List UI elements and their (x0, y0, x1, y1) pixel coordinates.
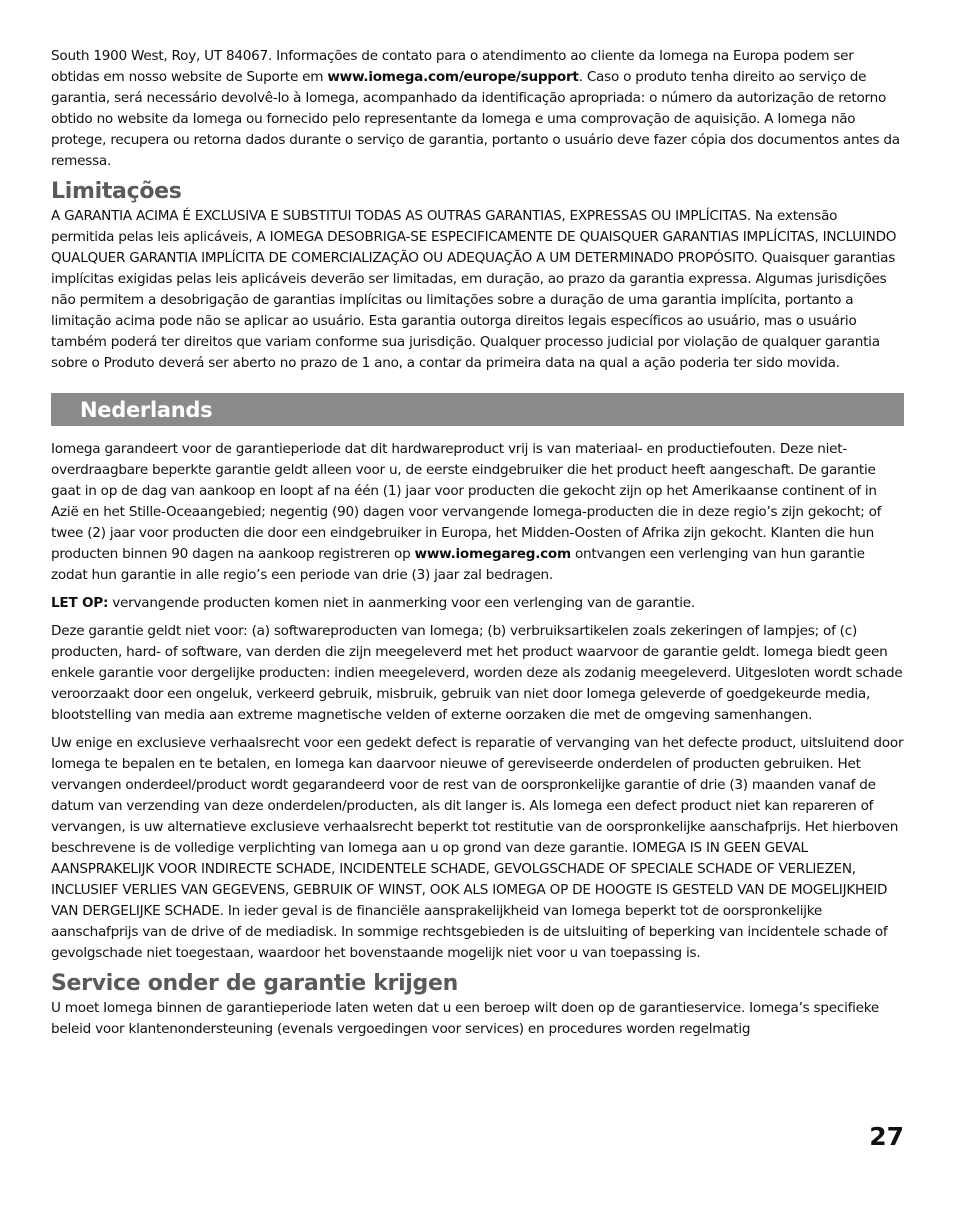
limitacoes-paragraph: A GARANTIA ACIMA É EXCLUSIVA E SUBSTITUI TODAS AS OUTRAS GARANTIAS, EXPRESSAS OU IMPLÍCITAS. Na extensão permitida pelas leis aplicáveis, A IOMEGA DESOBRIGA-SE ESPECIFICAMENTE DE QUAISQUER GARANTIAS IMPLÍCITAS, INCLUINDO QUALQUER GARANTIA IMPLÍCITA DE COMERCIALIZAÇÃO OU ADEQUAÇÃO A UM DETERMINADO PROPÓSITO. Quaisquer garantias implícitas exigidas pelas leis aplicáveis deverão ser limitadas, em duração, ao prazo da garantia expressa. Algumas jurisdições não permitem a desobrigação de garantias implícitas ou limitações sobre a duração de uma garantia implícita, portanto a limitação acima pode não se aplicar ao usuário. Esta garantia outorga direitos legais específicos ao usuário, mas o usuário também poderá ter direitos que variam conforme sua jurisdição. Qualquer processo judicial por violação de qualquer garantia sobre o Produto deverá ser aberto no prazo de 1 ano, a contar da primeira data na qual a ação poderia ter sido movida. (51, 208, 897, 371)
pt-intro-paragraph (51, 46, 904, 172)
service-paragraph: U moet Iomega binnen de garantieperiode laten weten dat u een beroep wilt doen op de garantieservice. Iomega’s specifieke beleid voor klantenondersteuning (evenals vergoedingen voor services) en procedures worden regelmatig (51, 1000, 880, 1037)
note-label: LET OP: (51, 595, 109, 611)
service-heading: Service onder de garantie krijgen (51, 971, 458, 996)
europe-support-link[interactable]: www.iomega.com/europe/support (327, 69, 579, 85)
note-text: vervangende producten komen niet in aanmerking voor een verlenging van de garantie. (108, 595, 695, 611)
nl-warranty-text-cont: ontvangen een verlenging van hun garantie zodat hun garantie in alle regio’s een periode van drie (3) jaar zal bedragen. (51, 546, 865, 583)
document-page (51, 46, 904, 1040)
nederlands-section-title: Nederlands (80, 397, 213, 422)
nederlands-section-bar (51, 393, 904, 426)
nl-warranty-paragraph (51, 439, 904, 586)
nl-exclusions-paragraph: Deze garantie geldt niet voor: (a) softwareproducten van Iomega; (b) verbruiksartikelen zoals zekeringen of lampjes; of (c) producten, hard- of software, van derden die zijn meegeleverd met het product waarvoor de garantie geldt. Iomega biedt geen enkele garantie voor dergelijke producten: indien meegeleverd, worden deze als zodanig meegeleverd. Uitgesloten wordt schade veroorzaakt door een ongeluk, verkeerd gebruik, misbruik, gebruik van niet door Iomega geleverde of goedgekeurde media, blootstelling van media aan extreme magnetische velden of externe oorzaken die met de omgeving samenhangen. (51, 623, 903, 723)
nl-remedy-paragraph: Uw enige en exclusieve verhaalsrecht voor een gedekt defect is reparatie of vervanging van het defecte product, uitsluitend door Iomega te bepalen en te betalen, en Iomega kan daarvoor nieuwe of gereviseerde onderdelen of producten gebruiken. Het vervangen onderdeel/product wordt gegarandeerd voor de rest van de oorspronkelijke garantie of drie (3) maanden vanaf de datum van verzending van deze onderdelen/producten, als dit langer is. Als Iomega een defect product niet kan repareren of vervangen, is uw alternatieve exclusieve verhaalsrecht beperkt tot restitutie van de oorspronkelijke aanschafprijs. Het hierboven beschrevene is de volledige verplichting van Iomega aan u op grond van deze garantie. IOMEGA IS IN GEEN GEVAL AANSPRAKELIJK VOOR INDIRECTE SCHADE, INCIDENTELE SCHADE, GEVOLGSCHADE OF SPECIALE SCHADE OF VERLIEZEN, INCLUSIEF VERLIES VAN GEGEVENS, GEBRUIK OF WINST, OOK ALS IOMEGA OP DE HOOGTE IS GESTELD VAN DE MOGELIJKHEID VAN DERGELIJKE SCHADE. In ieder geval is de financiële aansprakelijkheid van Iomega beperkt tot de oorspronkelijke aanschafprijs van de drive of de mediadisk. In sommige rechtsgebieden is de uitsluiting of beperking van incidentele schade of gevolgschade niet toegestaan, waardoor het bovenstaande mogelijk niet voor u van toepassing is. (51, 735, 904, 961)
pt-intro-text-cont: . Caso o produto tenha direito ao serviço de garantia, será necessário devolvê-lo à Iomega, acompanhado da identificação apropriada: o número da autorização de retorno obtido no website da Iomega ou fornecido pelo representante da Iomega e uma comprovação de aquisição. A Iomega não protege, recupera ou retorna dados durante o serviço de garantia, portanto o usuário deve fazer cópia dos documentos antes da remessa. (51, 69, 900, 169)
nl-warranty-text: Iomega garandeert voor de garantieperiode dat dit hardwareproduct vrij is van materiaal- en productiefouten. Deze niet-overdraagbare beperkte garantie geldt alleen voor u, de eerste eindgebruiker die het product heeft aangeschaft. De garantie gaat in op de dag van aankoop en loopt af na één (1) jaar voor producten die gekocht zijn op het Amerikaanse continent of in Azië en het Stille-Oceaangebied; negentig (90) dagen voor vervangende Iomega-producten die in deze regio’s zijn gekocht; of twee (2) jaar voor producten die door een eindgebruiker in Europa, het Midden-Oosten of Afrika zijn gekocht. Klanten die hun producten binnen 90 dagen na aankoop registreren op (51, 441, 882, 562)
iomegareg-link[interactable]: www.iomegareg.com (414, 546, 571, 562)
page-number: 27 (869, 1122, 904, 1151)
nl-note-paragraph (51, 593, 904, 614)
pt-intro-text: South 1900 West, Roy, UT 84067. Informações de contato para o atendimento ao cliente da Iomega na Europa podem ser obtidas em nosso website de Suporte em (51, 48, 854, 85)
limitacoes-heading: Limitações (51, 179, 182, 204)
